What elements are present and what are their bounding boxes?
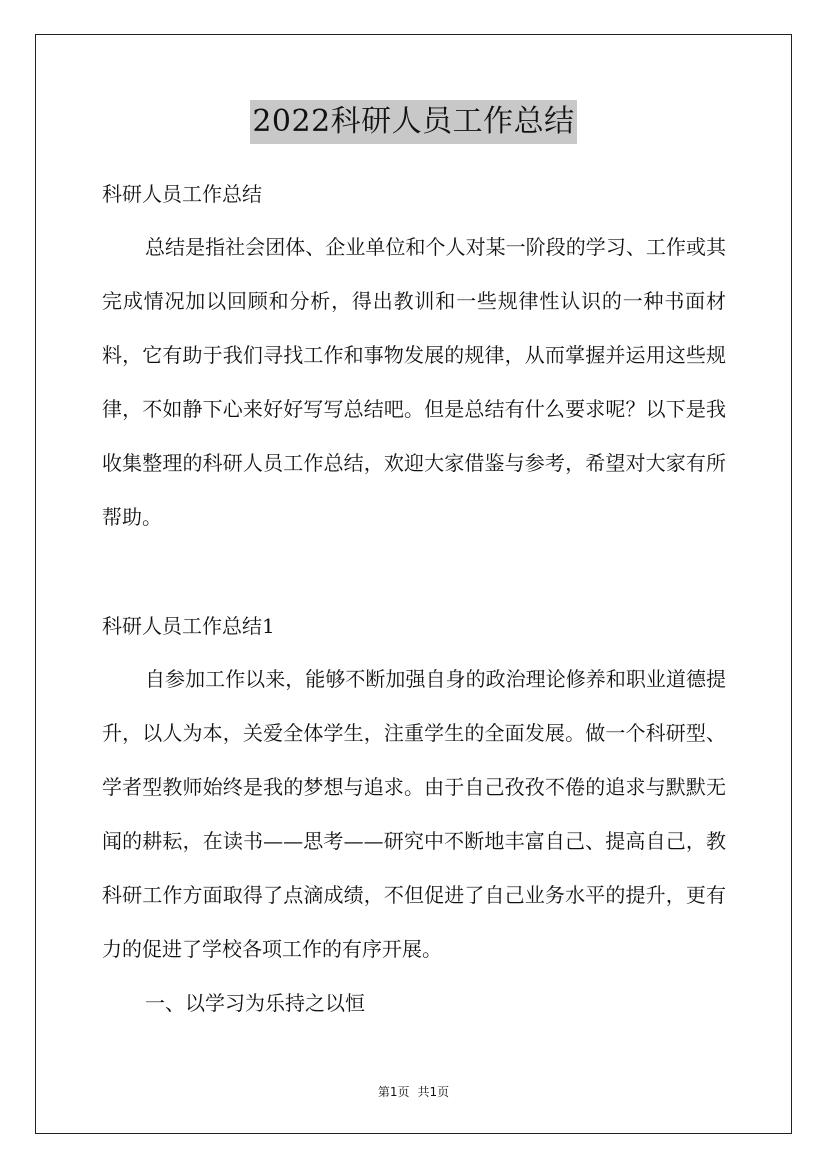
subheading: 科研人员工作总结	[102, 182, 262, 206]
paragraph-1: 自参加工作以来，能够不断加强自身的政治理论修养和职业道德提升，以人为本，关爱全体学生，注重学生的全面发展。做一个科研型、学者型教师始终是我的梦想与追求。由于自己孜孜不倦的追求与默默无闻的耕耘，在读书——思考——研究中不断地丰富自己、提高自己，教科研工作方面取得了点滴成绩，不但促进了自己业务水平的提升，更有力的促进了学校各项工作的有序开展。	[102, 667, 726, 961]
page-total: 共1页	[417, 1085, 450, 1099]
section-heading-1: 一、以学习为乐持之以恒	[145, 991, 365, 1015]
subheading-1: 科研人员工作总结1	[102, 614, 275, 638]
intro-paragraph: 总结是指社会团体、企业单位和个人对某一阶段的学习、工作或其完成情况加以回顾和分析，得出教训和一些规律性认识的一种书面材料，它有助于我们寻找工作和事物发展的规律，从而掌握并运用这些规律，不如静下心来好好写写总结吧。但是总结有什么要求呢？以下是我收集整理的科研人员工作总结，欢迎大家借鉴与参考，希望对大家有所帮助。	[102, 235, 726, 529]
page-footer	[0, 1082, 827, 1102]
document-title: 2022科研人员工作总结	[250, 100, 576, 144]
title-container	[0, 100, 827, 144]
page-number: 第1页	[377, 1085, 410, 1099]
